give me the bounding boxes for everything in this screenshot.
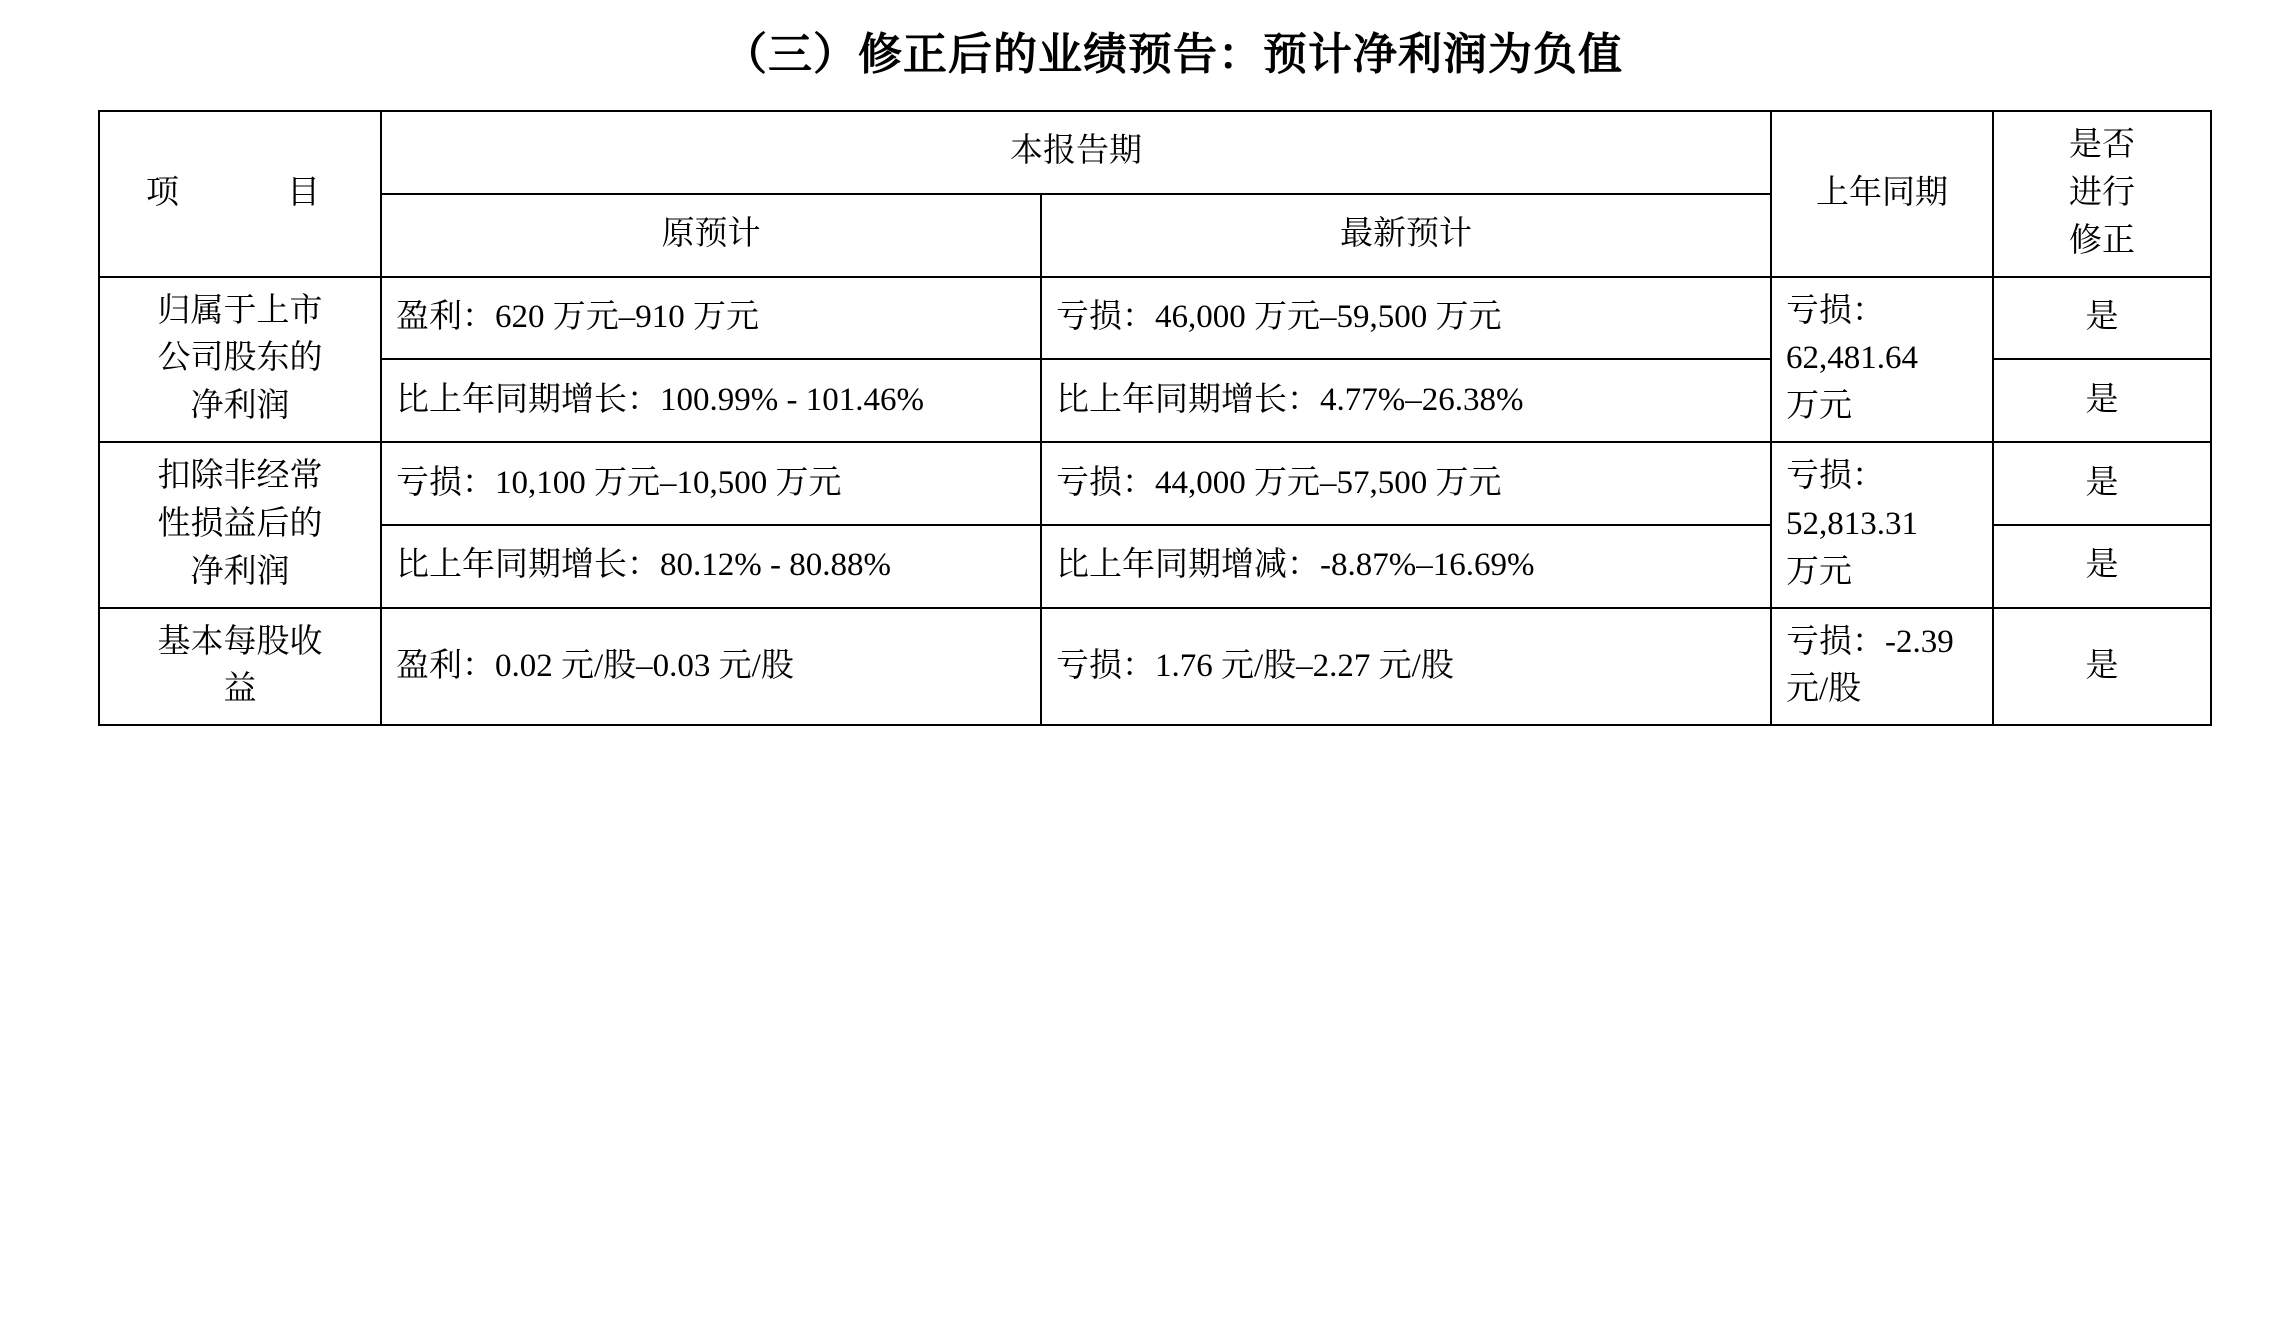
cell-original-forecast-growth: 比上年同期增长：80.12% - 80.88% — [381, 525, 1041, 608]
header-report-period: 本报告期 — [381, 111, 1771, 194]
row-label-line2: 益 — [223, 671, 257, 708]
row-label-line1: 扣除非经常 — [157, 458, 323, 495]
table-row — [99, 608, 2211, 726]
header-revised-line2: 进行 — [2069, 174, 2135, 211]
row-label-line1: 归属于上市 — [157, 292, 323, 329]
last-year-line3: 万元 — [1786, 388, 1852, 425]
cell-revised: 是 — [1993, 442, 2211, 525]
table-row — [99, 277, 2211, 360]
performance-forecast-table — [98, 110, 2212, 726]
cell-last-year — [1771, 277, 1993, 443]
last-year-line3: 万元 — [1786, 553, 1852, 590]
cell-original-forecast: 盈利：620 万元–910 万元 — [381, 277, 1041, 360]
row-label-net-profit — [99, 277, 381, 443]
table-header-row-1 — [99, 111, 2211, 194]
last-year-line1: 亏损： — [1786, 458, 1885, 495]
cell-last-year — [1771, 608, 1993, 726]
cell-original-forecast: 亏损：10,100 万元–10,500 万元 — [381, 442, 1041, 525]
page-title: （三）修正后的业绩预告：预计净利润为负值 — [723, 30, 1623, 79]
last-year-line2: 元/股 — [1786, 671, 1862, 708]
cell-last-year — [1771, 442, 1993, 608]
last-year-line2: 52,813.31 — [1786, 505, 1918, 542]
cell-latest-forecast: 亏损：44,000 万元–57,500 万元 — [1041, 442, 1771, 525]
row-label-deducted-net-profit — [99, 442, 381, 608]
cell-latest-forecast-growth: 比上年同期增减：-8.87%–16.69% — [1041, 525, 1771, 608]
header-item: 项 目 — [99, 111, 381, 277]
row-label-line2: 性损益后的 — [157, 505, 323, 542]
cell-latest-forecast: 亏损：46,000 万元–59,500 万元 — [1041, 277, 1771, 360]
row-label-eps — [99, 608, 381, 726]
cell-original-forecast-growth: 比上年同期增长：100.99% - 101.46% — [381, 359, 1041, 442]
cell-latest-forecast: 亏损：1.76 元/股–2.27 元/股 — [1041, 608, 1771, 726]
cell-latest-forecast-growth: 比上年同期增长：4.77%–26.38% — [1041, 359, 1771, 442]
row-label-line3: 净利润 — [190, 553, 290, 590]
header-original-forecast: 原预计 — [381, 194, 1041, 277]
header-latest-forecast: 最新预计 — [1041, 194, 1771, 277]
last-year-line1: 亏损：-2.39 — [1786, 623, 1954, 660]
header-revised-line1: 是否 — [2069, 127, 2135, 163]
row-label-line2: 公司股东的 — [157, 340, 323, 377]
header-revised — [1993, 111, 2211, 277]
cell-revised: 是 — [1993, 359, 2211, 442]
cell-revised: 是 — [1993, 277, 2211, 360]
row-label-line3: 净利润 — [190, 388, 290, 425]
row-label-line1: 基本每股收 — [157, 623, 323, 660]
header-last-year: 上年同期 — [1771, 111, 1993, 277]
cell-revised: 是 — [1993, 608, 2211, 726]
cell-revised: 是 — [1993, 525, 2211, 608]
last-year-line2: 62,481.64 — [1786, 340, 1918, 377]
last-year-line1: 亏损： — [1786, 292, 1885, 329]
cell-original-forecast: 盈利：0.02 元/股–0.03 元/股 — [381, 608, 1041, 726]
table-row — [99, 442, 2211, 525]
header-revised-line3: 修正 — [2069, 222, 2135, 259]
